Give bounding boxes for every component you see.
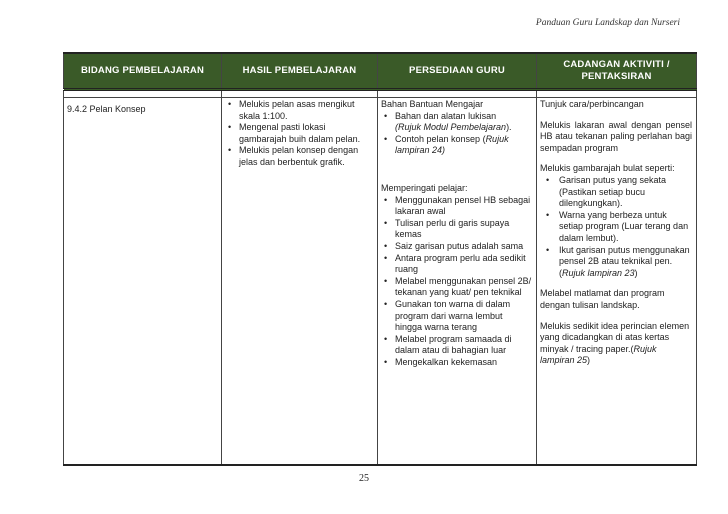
list-item: • Melabel program samaada di dalam atau di bahagian luar <box>384 333 512 356</box>
list-item: • Antara program perlu ada sedikit ruang <box>384 252 526 275</box>
activity-label: Melabel matlamat dan program dengan tulisan landskap. <box>540 288 665 310</box>
cell-bidang <box>64 98 222 466</box>
activity-demo: Tunjuk cara/perbincangan <box>540 99 644 109</box>
table-header-row <box>64 53 697 90</box>
list-item: • Mengekalkan kekemasan <box>384 356 498 367</box>
topic-label: 9.4.2 Pelan Konsep <box>67 104 146 114</box>
list-item: • Melukis pelan konsep dengan jelas dan berbentuk grafik. <box>228 145 359 167</box>
cell-hasil <box>222 98 378 466</box>
materials-title: Bahan Bantuan Mengajar <box>381 99 484 109</box>
activity-bubble-title: Melukis gambarajah bulat seperti: <box>540 163 675 174</box>
list-item: • Melukis pelan asas mengikut skala 1:100. <box>228 99 355 121</box>
list-item: • Gunakan ton warna di dalam program dari warna lembut hingga warna terang <box>384 298 511 333</box>
list-item: • Tulisan perlu di garis supaya kemas <box>384 217 510 240</box>
list-item: • Ikut garisan putus menggunakan pensel 2B atau teknikal pen. (Rujuk lampiran 23) <box>546 244 690 278</box>
bubble-diagram-list <box>540 175 692 279</box>
table-row <box>64 98 697 466</box>
activity-detail: Melukis sedikit idea perincian elemen yang dicadangkan di atas kertas minyak / tracing paper.(Rujuk lampiran 25) <box>540 320 690 366</box>
header-hasil: HASIL PEMBELAJARAN <box>222 53 378 90</box>
header-cadangan-line2: PENTAKSIRAN <box>581 71 652 82</box>
cell-persediaan <box>378 98 537 466</box>
spacer-row <box>64 90 697 98</box>
list-item: • Warna yang berbeza untuk setiap program (Luar terang dan dalam lembut). <box>546 209 689 243</box>
lesson-plan-table <box>63 52 697 466</box>
header-cadangan <box>537 53 697 90</box>
list-item: • Mengenal pasti lokasi gambarajah buih dalam pelan. <box>228 122 361 144</box>
outcomes-list <box>225 99 373 169</box>
list-item: • Saiz garisan putus adalah sama <box>384 240 524 251</box>
reminder-list <box>381 195 532 369</box>
list-item: • Menggunakan pensel HB sebagai lakaran awal <box>384 194 531 217</box>
cell-cadangan <box>537 98 697 466</box>
reminder-title: Memperingati pelajar: <box>381 182 468 193</box>
activity-sketch: Melukis lakaran awal dengan pensel HB atau tekanan paling perlahan bagi sempadan program <box>540 119 692 153</box>
list-item: • Bahan dan alatan lukisan (Rujuk Modul Pembelajaran). <box>384 110 512 133</box>
header-persediaan: PERSEDIAAN GURU <box>378 53 537 90</box>
page-number: 25 <box>359 473 369 484</box>
list-item: • Contoh pelan konsep (Rujuk lampiran 24) <box>384 133 509 156</box>
list-item: • Melabel menggunakan pensel 2B/ tekanan yang kuat/ pen teknikal <box>384 275 532 298</box>
header-bidang: BIDANG PEMBELAJARAN <box>64 53 222 90</box>
list-item: • Garisan putus yang sekata (Pastikan setiap bucu dilengkungkan). <box>546 174 667 209</box>
materials-list <box>381 111 532 157</box>
header-cadangan-line1: CADANGAN AKTIVITI / <box>563 59 670 70</box>
running-head: Panduan Guru Landskap dan Nurseri <box>535 18 680 28</box>
